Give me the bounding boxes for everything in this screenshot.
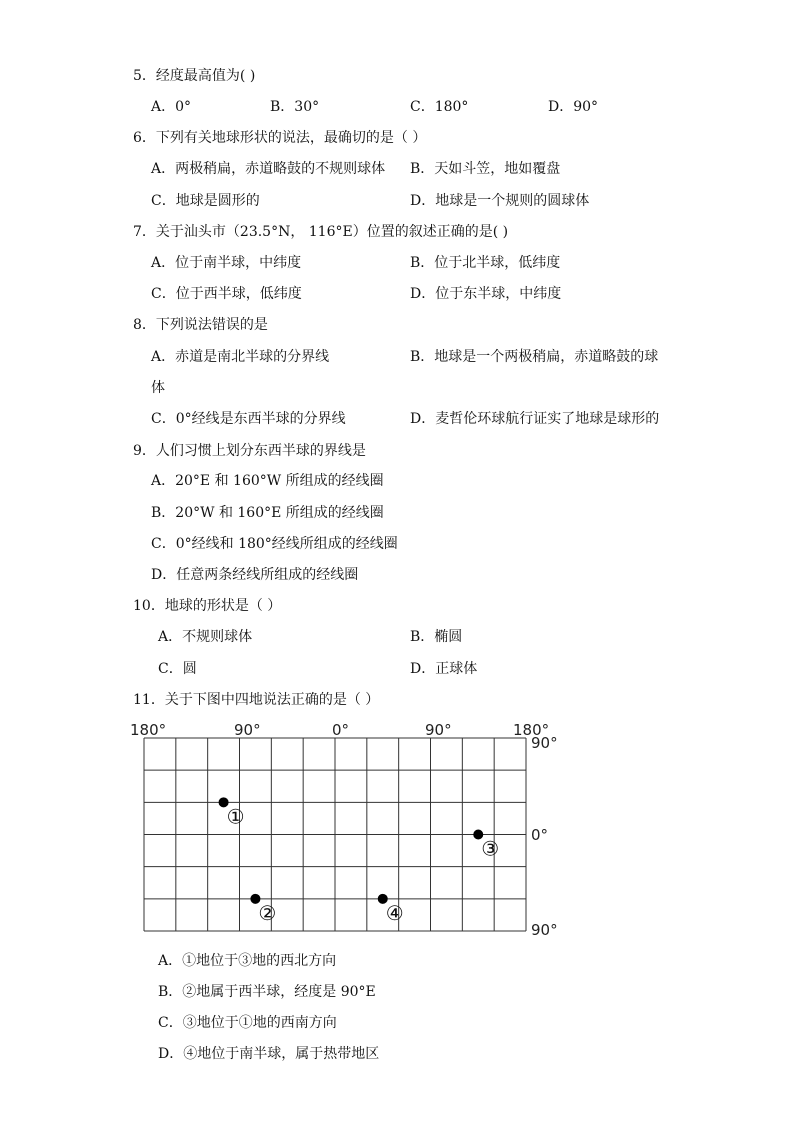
q8-option-c: C．0°经线是东西半球的分界线: [151, 411, 346, 427]
grid-lines: [144, 738, 526, 931]
q11-option-b: B．②地属于西半球，经度是 90°E: [158, 984, 376, 1000]
q9-option-c: C．0°经线和 180°经线所组成的经线圈: [151, 536, 398, 552]
question-9-stem: 9．人们习惯上划分东西半球的界线是: [133, 443, 366, 459]
lon-label-180w: 180°: [130, 721, 167, 739]
q8-option-b: B．地球是一个两极稍扁，赤道略鼓的球: [410, 349, 659, 365]
q9-option-a: A．20°E 和 160°W 所组成的经线圈: [151, 473, 384, 489]
lon-label-90w: 90°: [234, 721, 261, 739]
map-point-label-4: ④: [385, 900, 404, 925]
q10-option-d: D．正球体: [410, 661, 478, 677]
q6-option-d: D．地球是一个规则的圆球体: [410, 193, 590, 209]
q9-option-d: D．任意两条经线所组成的经线圈: [151, 567, 359, 583]
top-longitude-labels: [130, 721, 549, 739]
map-point-label-2: ②: [258, 900, 277, 925]
q10-option-c: C．圆: [158, 661, 197, 677]
lon-label-180e: 180°: [513, 721, 550, 739]
question-7-stem: 7．关于汕头市（23.5°N， 116°E）位置的叙述正确的是( ): [133, 224, 509, 240]
map-point-label-3: ③: [481, 836, 500, 861]
map-point-label-1: ①: [226, 804, 245, 829]
question-10-stem: 10．地球的形状是（ ）: [133, 598, 282, 614]
q5-option-d: D．90°: [548, 99, 599, 115]
lat-lon-grid-map: [130, 716, 570, 941]
q11-option-c: C．③地位于①地的西南方向: [158, 1015, 337, 1031]
question-6-stem: 6．下列有关地球形状的说法，最确切的是（ ）: [133, 130, 427, 146]
question-5-stem: 5．经度最高值为( ): [133, 68, 256, 84]
lon-label-90e: 90°: [425, 721, 452, 739]
q7-option-d: D．位于东半球，中纬度: [410, 286, 562, 302]
right-latitude-labels: [531, 734, 558, 939]
q11-option-d: D．④地位于南半球，属于热带地区: [158, 1046, 380, 1062]
q7-option-a: A．位于南半球，中纬度: [151, 255, 302, 271]
q6-option-c: C．地球是圆形的: [151, 193, 260, 209]
question-11-stem: 11．关于下图中四地说法正确的是（ ）: [133, 692, 380, 708]
q9-option-b: B．20°W 和 160°E 所组成的经线圈: [151, 505, 384, 521]
q8-option-b-continued: 体: [151, 380, 165, 396]
map-points: [219, 797, 500, 925]
lat-label-90s: 90°: [531, 921, 558, 939]
q11-option-a: A．①地位于③地的西北方向: [158, 953, 337, 969]
grid-svg: [130, 716, 570, 941]
lat-label-90n: 90°: [531, 734, 558, 752]
lat-label-0: 0°: [531, 826, 549, 844]
q7-option-b: B．位于北半球，低纬度: [410, 255, 561, 271]
q8-option-a: A．赤道是南北半球的分界线: [151, 349, 330, 365]
q5-option-b: B．30°: [270, 99, 320, 115]
q5-option-a: A．0°: [151, 99, 192, 115]
q6-option-b: B．天如斗笠，地如覆盘: [410, 161, 561, 177]
q8-option-d: D．麦哲伦环球航行证实了地球是球形的: [410, 411, 660, 427]
q5-option-c: C．180°: [410, 99, 469, 115]
q6-option-a: A．两极稍扁，赤道略鼓的不规则球体: [151, 161, 386, 177]
q7-option-c: C．位于西半球，低纬度: [151, 286, 302, 302]
q10-option-a: A．不规则球体: [158, 629, 253, 645]
q10-option-b: B．椭圆: [410, 629, 463, 645]
lon-label-0: 0°: [332, 721, 350, 739]
question-8-stem: 8．下列说法错误的是: [133, 317, 268, 333]
